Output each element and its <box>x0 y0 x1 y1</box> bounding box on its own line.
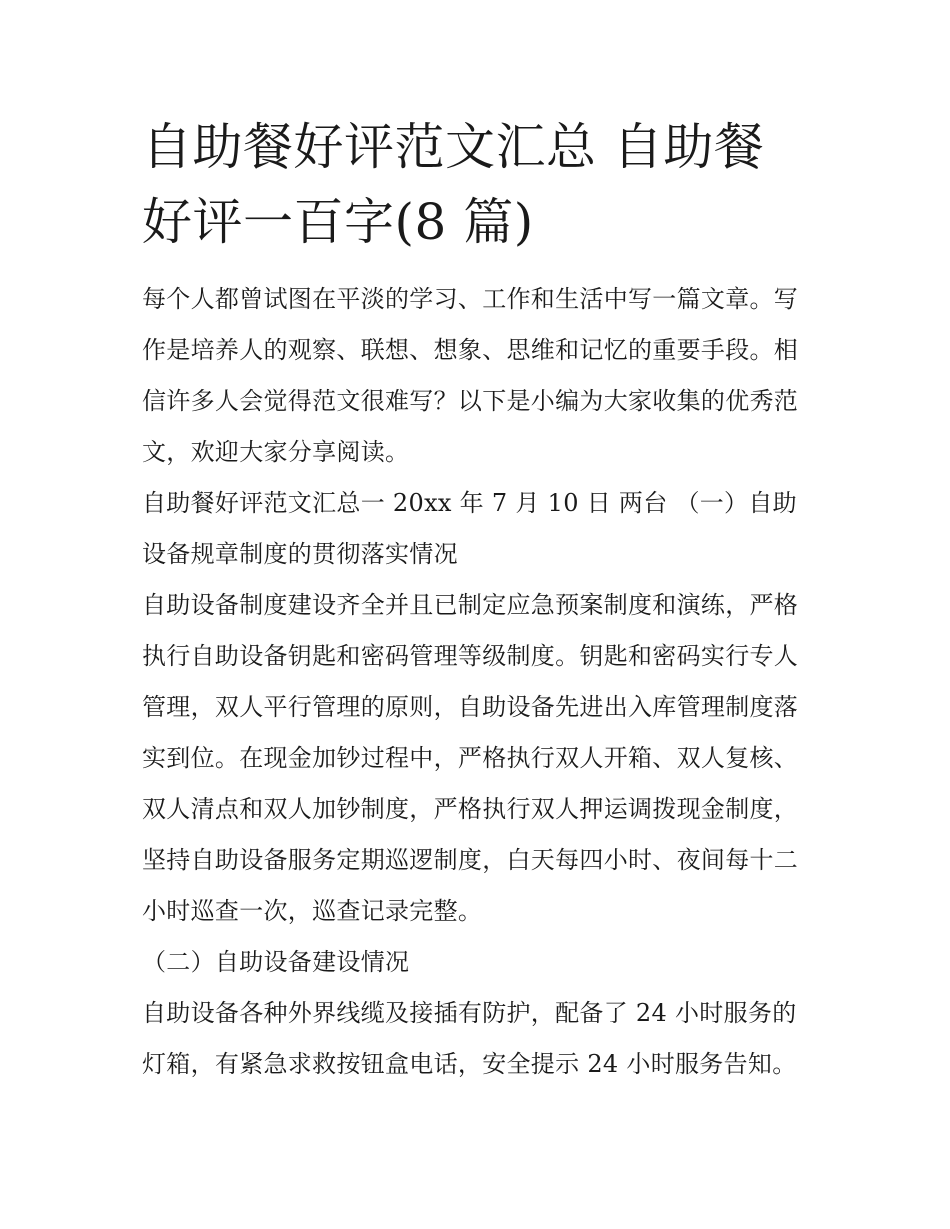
paragraph-intro: 每个人都曾试图在平淡的学习、工作和生活中写一篇文章。写作是培养人的观察、联想、想象、思维和记忆的重要手段。相信许多人会觉得范文很难写？以下是小编为大家收集的优秀范文，欢迎大家分享阅读。 <box>142 285 799 466</box>
paragraph-section-1-body: 自助设备制度建设齐全并且已制定应急预案制度和演练，严格执行自助设备钥匙和密码管理等级制度。钥匙和密码实行专人管理，双人平行管理的原则，自助设备先进出入库管理制度落实到位。在现金加钞过程中，严格执行双人开箱、双人复核、双人清点和双人加钞制度，严格执行双人押运调拨现金制度，坚持自助设备服务定期巡逻制度，白天每四小时、夜间每十二小时巡查一次，巡查记录完整。 <box>142 591 799 925</box>
document-body <box>142 110 814 1090</box>
document-title: 自助餐好评范文汇总 自助餐好评一百字(8 篇) <box>142 118 765 251</box>
paragraph-section-1-heading: 自助餐好评范文汇总一 20xx 年 7 月 10 日 两台 （一）自助设备规章制度的贯彻落实情况 <box>142 489 797 568</box>
paragraph-section-2-body: 自助设备各种外界线缆及接插有防护，配备了 24 小时服务的灯箱，有紧急求救按钮盒电话，安全提示 24 小时服务告知。 <box>142 999 797 1078</box>
paragraph-section-2-heading: （二）自助设备建设情况 <box>142 948 410 976</box>
